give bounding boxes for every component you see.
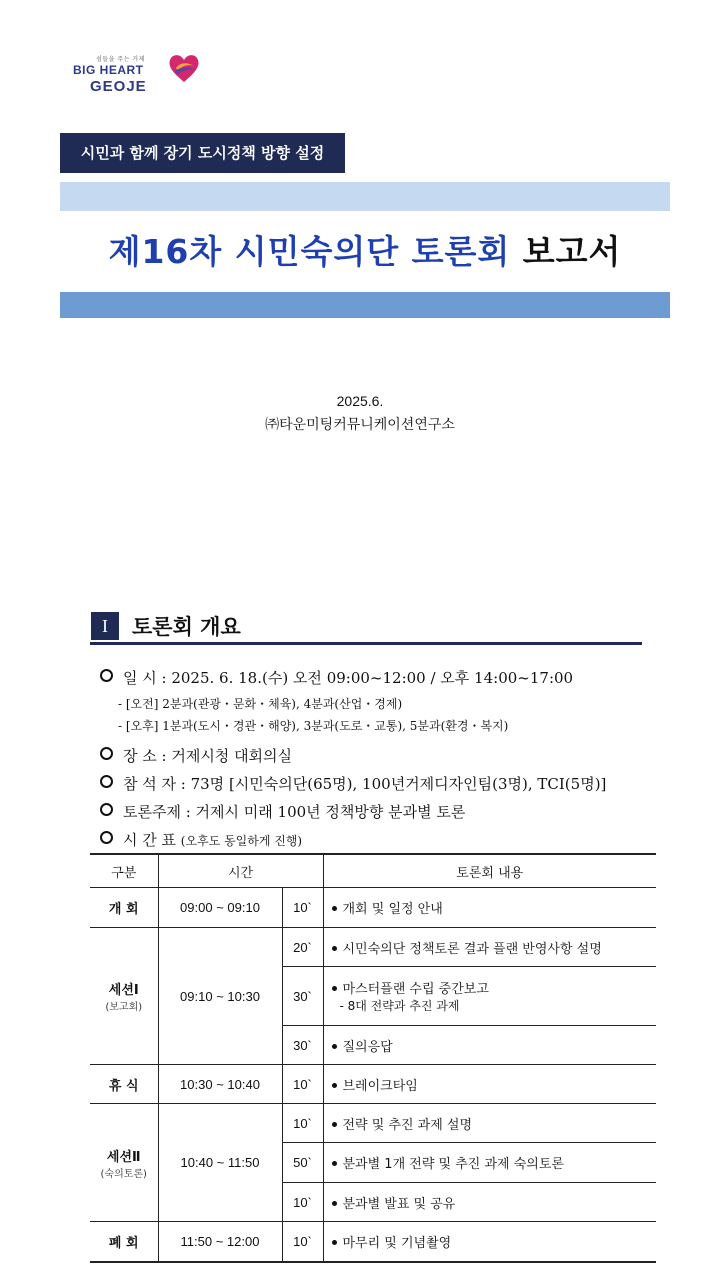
session1-duration-3: 30` [282, 1026, 323, 1065]
overview-pm-sessions: - [오후] 1분과(도시・경관・해양), 3분과(도로・교통), 5분과(환경・복지) [118, 719, 509, 733]
session2-time: 10:40 ~ 11:50 [158, 1104, 282, 1222]
session1-content-3 [323, 1026, 656, 1065]
opening-duration: 10` [282, 888, 323, 928]
session1-content-2 [323, 967, 656, 1026]
schedule-header-row [90, 854, 656, 888]
closing-time: 11:50 ~ 12:00 [158, 1222, 282, 1262]
session1-content-1 [323, 928, 656, 967]
bullet-dot-icon [332, 906, 337, 911]
logo-text-line1: BIG HEART [73, 63, 144, 77]
session2-label: 세션Ⅱ [106, 1149, 141, 1165]
session1-duration-2: 30` [282, 967, 323, 1026]
opening-content-text: 개회 및 일정 안내 [342, 902, 443, 917]
session1-label: 세션Ⅰ [108, 983, 139, 998]
session2-content-2 [323, 1143, 656, 1183]
bullet-dot-icon [332, 1122, 337, 1127]
report-title [60, 226, 670, 273]
session2-content-3 [323, 1183, 656, 1222]
bullet-dot-icon [332, 946, 337, 951]
overview-topic [100, 801, 465, 822]
circle-bullet-icon [100, 831, 113, 844]
overview-attendees-text: 참 석 자 : 73명 [시민숙의단(65명), 100년거제디자인팀(3명), TCI(5명)] [123, 775, 607, 793]
closing-content-text: 마무리 및 기념촬영 [342, 1235, 452, 1251]
session1-time: 09:10 ~ 10:30 [158, 928, 282, 1065]
bullet-dot-icon [332, 1240, 337, 1245]
overview-date [100, 667, 573, 688]
overview-am-sessions: - [오전] 2분과(관광・문화・체육), 4분과(산업・경제) [118, 697, 403, 711]
overview-place [100, 745, 292, 766]
closing-duration: 10` [282, 1222, 323, 1262]
session1-sub: (보고회) [105, 1002, 143, 1013]
report-title-main: 제16차 시민숙의단 토론회 [108, 232, 511, 271]
table-row [90, 928, 656, 967]
overview-schedule-note: (오후도 동일하게 진행) [180, 834, 303, 848]
circle-bullet-icon [100, 775, 113, 788]
session1-content-1-text: 시민숙의단 정책토론 결과 플랜 반영사항 설명 [342, 941, 602, 957]
break-content [323, 1065, 656, 1104]
session2-label-cell [90, 1104, 158, 1222]
session1-duration-1: 20` [282, 928, 323, 967]
circle-bullet-icon [100, 803, 113, 816]
session2-duration-3: 10` [282, 1183, 323, 1222]
bullet-dot-icon [332, 986, 337, 991]
section-title: 토론회 개요 [132, 615, 241, 639]
circle-bullet-icon [100, 669, 113, 682]
opening-label: 개 회 [90, 888, 158, 928]
session1-content-2-text: 마스터플랜 수립 중간보고 [342, 982, 489, 997]
break-duration: 10` [282, 1065, 323, 1104]
session2-content-2-text: 분과별 1개 전략 및 추진 과제 숙의토론 [342, 1157, 564, 1172]
session1-content-2-detail: - 8대 전략과 추진 과제 [339, 999, 460, 1013]
table-row [90, 1222, 656, 1262]
session2-sub: (숙의토론) [100, 1168, 147, 1180]
circle-bullet-icon [100, 747, 113, 760]
overview-place-text: 장 소 : 거제시청 대회의실 [123, 747, 293, 765]
bullet-dot-icon [332, 1201, 337, 1206]
report-date: 2025.6. [336, 393, 384, 409]
session2-duration-2: 50` [282, 1143, 323, 1183]
session2-content-3-text: 분과별 발표 및 공유 [342, 1196, 456, 1212]
header-time: 시간 [158, 854, 323, 888]
report-title-suffix: 보고서 [522, 232, 622, 271]
header-category: 구분 [90, 854, 158, 888]
schedule-table [90, 853, 656, 1263]
big-heart-geoje-logo [70, 48, 210, 100]
opening-time: 09:00 ~ 09:10 [158, 888, 282, 928]
break-label: 휴 식 [90, 1065, 158, 1104]
opening-content [323, 888, 656, 928]
session1-label-cell [90, 928, 158, 1065]
closing-content [323, 1222, 656, 1262]
header-tagline: 시민과 함께 장기 도시정책 방향 설정 [60, 133, 345, 173]
table-row [90, 1065, 656, 1104]
closing-label: 폐 회 [90, 1222, 158, 1262]
logo-text-line2: GEOJE [90, 78, 147, 95]
logo-tagline: 섬들을 주는 거제 [96, 56, 145, 63]
bullet-dot-icon [332, 1083, 337, 1088]
session2-content-1 [323, 1104, 656, 1143]
session2-content-1-text: 전략 및 추진 과제 설명 [342, 1117, 473, 1133]
overview-topic-text: 토론주제 : 거제시 미래 100년 정책방향 분과별 토론 [123, 803, 466, 821]
header-content: 토론회 내용 [323, 854, 656, 888]
section-number: I [91, 612, 119, 640]
break-content-text: 브레이크타임 [342, 1078, 418, 1094]
overview-schedule-label: 시 간 표 [123, 831, 177, 849]
title-band-bottom [60, 292, 670, 318]
table-row [90, 1104, 656, 1143]
title-band-top [60, 182, 670, 211]
table-row [90, 888, 656, 928]
bullet-dot-icon [332, 1044, 337, 1049]
overview-schedule [100, 829, 302, 850]
session2-duration-1: 10` [282, 1104, 323, 1143]
session1-content-3-text: 질의응답 [342, 1039, 393, 1055]
overview-date-text: 일 시 : 2025. 6. 18.(수) 오전 09:00~12:00 / 오후 14:00~17:00 [123, 669, 574, 687]
report-organization: ㈜타운미팅커뮤니케이션연구소 [265, 417, 455, 433]
bullet-dot-icon [332, 1161, 337, 1166]
section-divider [90, 642, 642, 645]
heart-logo-icon [166, 50, 202, 86]
break-time: 10:30 ~ 10:40 [158, 1065, 282, 1104]
overview-attendees [100, 773, 606, 794]
